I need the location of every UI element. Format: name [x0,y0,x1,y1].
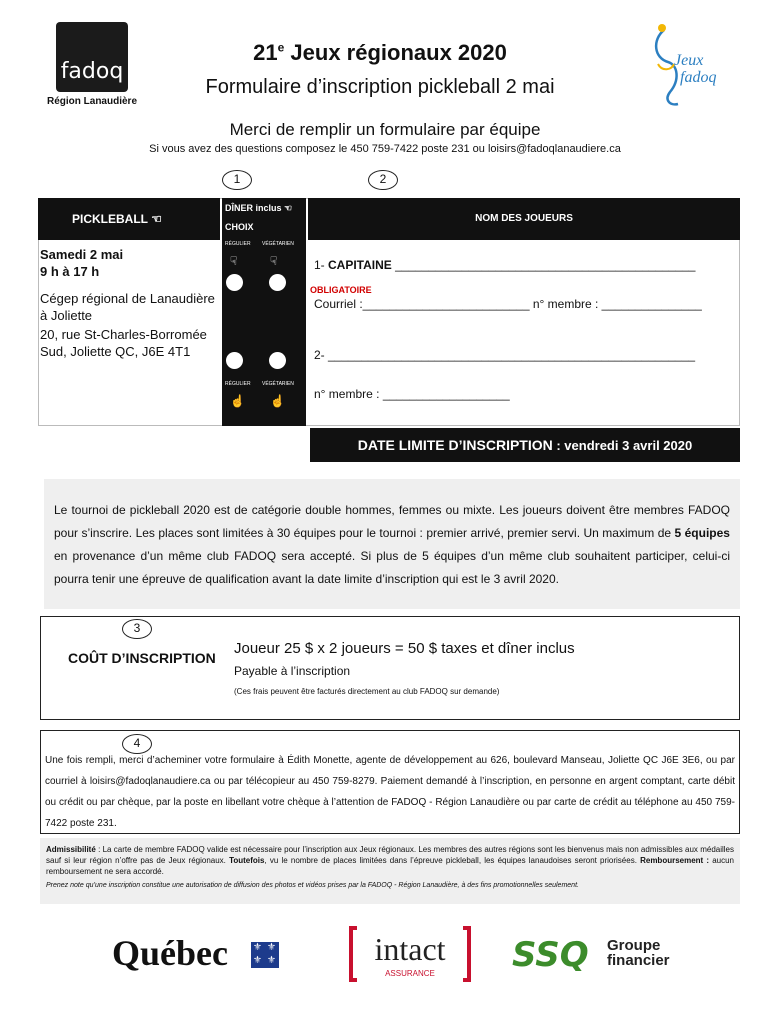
quebec-logo: Québec [112,933,228,973]
pointing-down-icon: ☟ [270,254,278,268]
fadoq-region: Région Lanaudière [46,96,137,107]
event-address: 20, rue St-Charles-Borromée Sud, Joliette QC, J6E 4T1 [40,327,207,359]
procedure-text: Une fois rempli, merci d’acheminer votre formulaire à Édith Monette, agente de développement au 626, boulevard Manseau, Joliette QC J6E 3E6, ou par courriel à loisirs@fadoqlanaudiere.ca ou par télécopieur au 450 759-8279. Paiement demandé à l’inscription, en personne en argent comptant, carte débit ou crédit ou par chèque, par la poste en libellant votre chèque à l’attention de FADOQ - Région Lanaudière ou par carte de crédit au téléphone au 450 759-7422 poste 231. [45,755,735,829]
step-2-badge: 2 [368,170,398,190]
diner-column [222,198,306,426]
pointing-hand-icon: ☜ [151,212,162,226]
vegetarien-label-bottom: VÉGÉTARIEN [262,381,294,387]
fadoq-logo [56,22,128,92]
photo-note: Prenez note qu’une inscription constitue une autorisation de diffusion des photos et vidéos prises par la FADOQ - Région Lanaudière, à des fins promotionnelles seulement. [46,882,579,889]
fleur-de-lis-icon: ⚜ ⚜ ⚜ ⚜ [251,942,279,968]
vegetarien-choice-p1[interactable] [269,274,286,291]
fadoq-logo-text: fadoq [60,59,124,84]
vegetarien-label-top: VÉGÉTARIEN [262,241,294,247]
questions-text: Si vous avez des questions composez le 450 759-7422 poste 231 ou loisirs@fadoqlanaudiere.ca [149,143,621,155]
page-title: 21e Jeux régionaux 2020 [253,40,507,65]
step-1-badge: 1 [222,170,252,190]
cost-title: COÛT D’INSCRIPTION [68,650,216,666]
step-3-badge: 3 [122,619,152,639]
pointing-down-icon: ☟ [230,254,238,268]
noms-joueurs-header: NOM DES JOUEURS [308,198,740,240]
obligatoire-label: OBLIGATOIRE [310,285,372,295]
intact-sub: ASSURANCE [385,969,435,978]
regulier-label-bottom: RÉGULIER [225,381,251,387]
tournament-info: Le tournoi de pickleball 2020 est de catégorie double hommes, femmes ou mixte. Les joueurs doivent être membres FADOQ pour s’inscrire. Les places sont limitées à 30 équipes pour le tournoi : premier arrivé, premier servi. Un maximum de 5 équipes en provenance d’un même club FADOQ sera accepté. Si plus de 5 équipes d’un même club souhaitent participer, celui-ci pourra tenir une épreuve de qualification avant la date limite d’inscription qui est le 3 avril 2020. [44,479,740,609]
page-subtitle: Formulaire d’inscription pickleball 2 mai [205,76,555,98]
deadline-banner: DATE LIMITE D’INSCRIPTION : vendredi 3 avril 2020 [310,428,740,462]
pointing-hand-icon: ☜ [284,203,293,213]
vegetarien-choice-p2[interactable] [269,352,286,369]
regulier-label-top: RÉGULIER [225,241,251,247]
intact-logo [349,924,471,984]
event-place: Cégep régional de Lanaudière à Joliette [40,291,215,323]
eligibility-box: Admissibilité : La carte de membre FADOQ valide est nécessaire pour l’inscription aux Jeux régionaux. Les membres des autres régions sont les bienvenus mais non admissibles aux médailles sauf si leur région n’offre pas de Jeux régionaux. Toutefois, vu le nombre de places limitées dans l’épreuve pickleball, les équipes lanaudoises seront priorisées. Remboursement : aucun remboursement ne sera accordé. Prenez note qu’une inscription constitue une autorisation de diffusion des photos et vidéos prises par la FADOQ - Région Lanaudière, à des fins promotionnelles seulement. [40,838,740,904]
step-4-badge: 4 [122,734,152,754]
choix-label: CHOIX [225,222,254,232]
event-date: Samedi 2 mai 9 h à 17 h [40,247,124,279]
merci-text: Merci de remplir un formulaire par équipe [229,120,541,139]
jeux-fadoq-logo [650,20,730,110]
jeux-logo-line2: fadoq [680,69,717,86]
cost-payable: Payable à l’inscription [234,664,351,678]
cost-note: (Ces frais peuvent être facturés directement au club FADOQ sur demande) [234,687,500,696]
player-1-name-field[interactable]: 1- CAPITAINE _____________________________________________ [314,258,696,272]
player-2-member-field[interactable]: n° membre : ___________________ [314,387,510,401]
player-1-email-member-field[interactable]: Courriel :_________________________ n° membre : _______________ [314,297,702,311]
jeux-logo-line1: Jeux [674,52,704,69]
groupe-financier: Groupe financier [607,937,670,969]
player-2-name-field[interactable]: 2- _______________________________________________________ [314,348,696,362]
pickleball-header: PICKLEBALL ☜ [38,198,220,240]
pointing-up-icon: ☝ [270,394,285,408]
diner-label: DÎNER inclus ☜ [225,203,293,213]
regulier-choice-p2[interactable] [226,352,243,369]
intact-text: intact [374,931,446,967]
regulier-choice-p1[interactable] [226,274,243,291]
cost-main: Joueur 25 $ x 2 joueurs = 50 $ taxes et dîner inclus [234,640,575,657]
pointing-up-icon: ☝ [230,394,245,408]
ssq-logo: SSQ [512,935,589,975]
